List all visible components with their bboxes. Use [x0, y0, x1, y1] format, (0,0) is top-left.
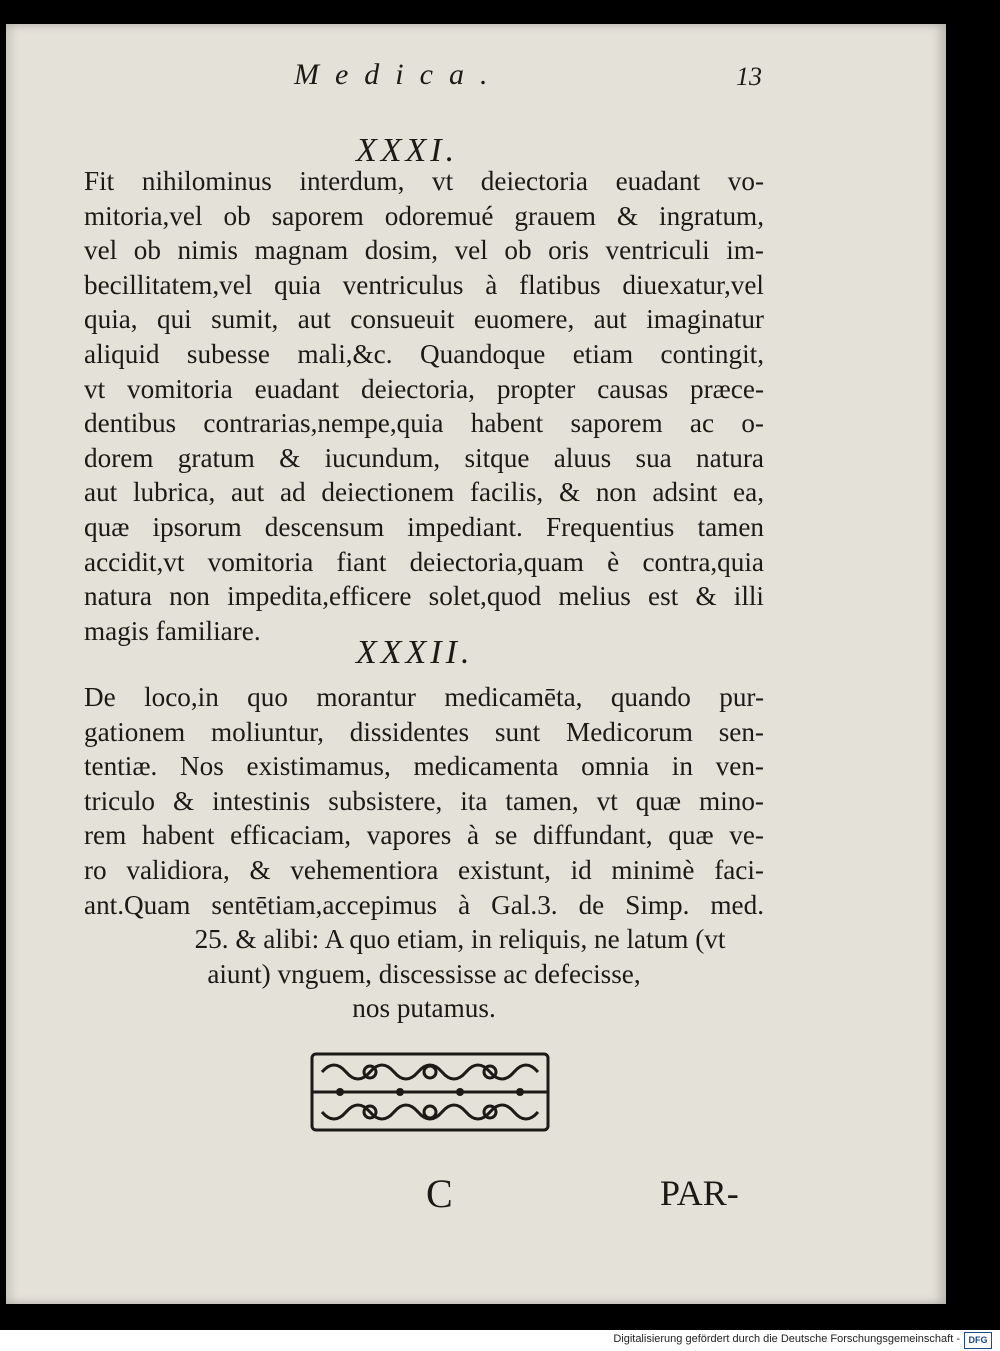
text-line: vel ob nimis magnam dosim, vel ob oris ventriculi im- — [84, 235, 764, 266]
section-32-text — [84, 680, 764, 1026]
text-line: aiunt) vnguem, discessisse ac defecisse, — [207, 958, 641, 989]
footer-credit: Digitalisierung gefördert durch die Deutsche Forschungsgemeinschaft - — [613, 1333, 960, 1345]
signature-mark: C — [426, 1171, 453, 1216]
fleuron-ornament — [308, 1050, 552, 1134]
text-line: rem habent efficaciam, vapores à se diffundant, quæ ve- — [84, 820, 764, 851]
section-number-32: XXXII. — [356, 634, 474, 671]
text-line: dorem gratum & iucundum, sitque aluus sua natura — [84, 442, 764, 473]
text-line: natura non impedita,efficere solet,quod melius est & illi — [84, 581, 764, 612]
text-line: vt vomitoria euadant deiectoria, propter causas præce- — [84, 373, 764, 404]
catchword: PAR- — [660, 1173, 739, 1213]
text-line: gationem moliuntur, dissidentes sunt Medicorum sen- — [84, 716, 764, 747]
text-line: quia, qui sumit, aut consueuit euomere, aut imaginatur — [84, 304, 764, 335]
text-line: magis familiare. — [84, 615, 261, 646]
text-line: 25. & alibi: A quo etiam, in reliquis, ne latum (vt — [194, 924, 726, 955]
section-number-31: XXXI. — [356, 132, 459, 169]
text-line: Fit nihilominus interdum, vt deiectoria euadant vo- — [84, 166, 764, 196]
text-line: quæ ipsorum descensum impediant. Frequentius tamen — [84, 511, 764, 542]
digitization-footer — [0, 1330, 1000, 1351]
text-line: accidit,vt vomitoria fiant deiectoria,quam è contra,quia — [84, 546, 764, 577]
section-31-text — [84, 164, 764, 648]
text-line: becillitatem,vel quia ventriculus à flatibus diuexatur,vel — [84, 269, 764, 300]
text-line: ro validiora, & vehementiora existunt, id minimè faci- — [84, 854, 764, 885]
text-line: tentiæ. Nos existimamus, medicamenta omnia in ven- — [84, 751, 764, 782]
text-line: ant.Quam sentētiam,accepimus à Gal.3. de Simp. med. — [84, 889, 764, 920]
text-line: aut lubrica, aut ad deiectionem facilis, & non adsint ea, — [84, 477, 764, 508]
text-line: aliquid subesse mali,&c. Quandoque etiam contingit, — [84, 338, 764, 369]
text-line: nos putamus. — [352, 993, 496, 1024]
text-line: De loco,in quo morantur medicamēta, quando pur- — [84, 682, 764, 712]
page-number: 13 — [736, 62, 762, 91]
text-line: mitoria,vel ob saporem odoremué grauem & ingratum, — [84, 200, 764, 231]
running-head: Medica. — [294, 58, 504, 91]
dfg-logo-icon: DFG — [964, 1332, 992, 1349]
text-line: triculo & intestinis subsistere, ita tamen, vt quæ mino- — [84, 785, 764, 816]
text-line: dentibus contrarias,nempe,quia habent saporem ac o- — [84, 408, 764, 439]
